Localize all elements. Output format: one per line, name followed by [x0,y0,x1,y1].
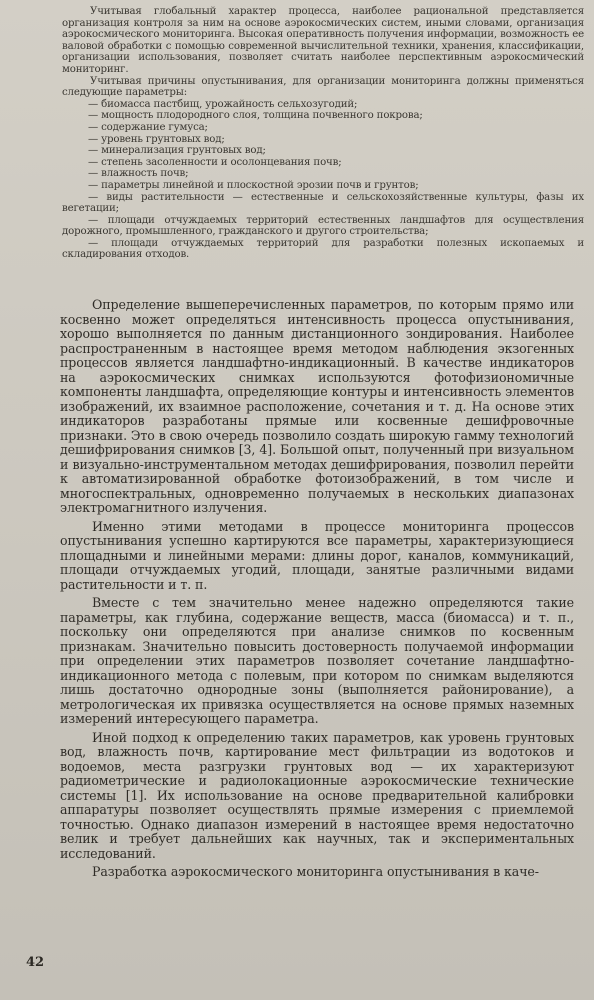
paragraph: Именно этими методами в процессе мониторинга процессов опустынивания успешно картируются все параметры, характеризующиеся площадными и линейными мерами: длины дорог, каналов, коммуникаций, площади отчуждаемых угодий, площади, занятые различными видами растительности и т. п. [60,518,574,592]
small-print-section [62,6,584,261]
small-paragraph: Учитывая причины опустынивания, для организации мониторинга должны применяться следующие параметры: [62,75,584,99]
list-item: — содержание гумуса; [88,121,208,133]
list-item: — виды растительности — естественные и сельскохозяйственные культуры, фазы их вегетации; [62,191,584,215]
list-item: — минерализация грунтовых вод; [88,145,266,157]
paragraph: Иной подход к определению таких параметров, как уровень грунтовых вод, влажность почв, картирование мест фильтрации из водотоков и водоемов, места разгрузки грунтовых вод — их характеризуют радиометрические и радиолокационные аэрокосмические технические системы [1]. Их использование на основе предварительной калибровки аппаратуры позволяет осуществлять прямые измерения с приемлемой точностью. Однако диапазон измерений в настоящее время недостаточно велик и требует дальнейших как научных, так и экспериментальных исследований. [60,729,574,861]
small-paragraph: Учитывая глобальный характер процесса, наиболее рациональной представляется организация контроля за ним на основе аэрокосмических систем, иными словами, организация аэрокосмического мониторинга. Высокая оперативность получения информации, возможность ее валовой обработки с помощью современной вычислительной техники, хранения, классификации, организации использования, позволяет считать наиболее перспективным аэрокосмический мониторинг. [62,6,584,75]
list-item: — площади отчуждаемых территорий для разработки полезных ископаемых и складирования отходов. [62,237,584,261]
list-item: — мощность плодородного слоя, толщина почвенного покрова; [88,110,423,122]
list-item: — биомасса пастбищ, урожайность сельхозугодий; [88,98,358,110]
list-item: — влажность почв; [88,168,189,180]
main-text-section [60,298,574,884]
list-item: — параметры линейной и плоскостной эрозии почв и грунтов; [88,179,419,191]
list-item: — степень засоленности и осолонцевания почв; [88,156,342,168]
list-item: — уровень грунтовых вод; [88,133,225,145]
paragraph: Разработка аэрокосмического мониторинга опустынивания в каче- [92,864,539,879]
paragraph: Вместе с тем значительно менее надежно определяются такие параметры, как глубина, содержание веществ, масса (биомасса) и т. п., поскольку они определяются при анализе снимков по косвенным признакам. Значительно повысить достоверность получаемой информации при определении этих параметров позволяет сочетание ландшафтно-индикационного метода с полевым, при котором по снимкам выделяются лишь достаточно однородные зоны (выполняется районирование), а метрологическая их привязка осуществляется на основе прямых наземных измерений интересующего параметра. [60,595,574,726]
paragraph: Определение вышеперечисленных параметров, по которым прямо или косвенно может определяться интенсивность процесса опустынивания, хорошо выполняется по данным дистанционного зондирования. Наиболее распространенным в настоящее время методом наблюдения экзогенных процессов является ландшафтно-индикационный. В качестве индикаторов на аэрокосмических снимках используются фотофизиономичные компоненты ландшафта, определяющие контуры и интенсивность элементов изображений, их взаимное расположение, сочетания и т. д. На основе этих индикаторов разработаны прямые или косвенные дешифровочные признаки. Это в свою очередь позволило создать широкую гамму технологий дешифрирования снимков [3, 4]. Большой опыт, полученный при визуальном и визуально-инструментальном методах дешифрирования, позволил перейти к автоматизированной обработке фотоизображений, в том числе и многоспектральных, одновременно получаемых в нескольких диапазонах электромагнитного излучения. [60,297,574,515]
page-number: 42 [26,955,45,970]
list-item: — площади отчуждаемых территорий естественных ландшафтов для осуществления дорожного, промышленного, гражданского и другого строительства; [62,214,584,238]
